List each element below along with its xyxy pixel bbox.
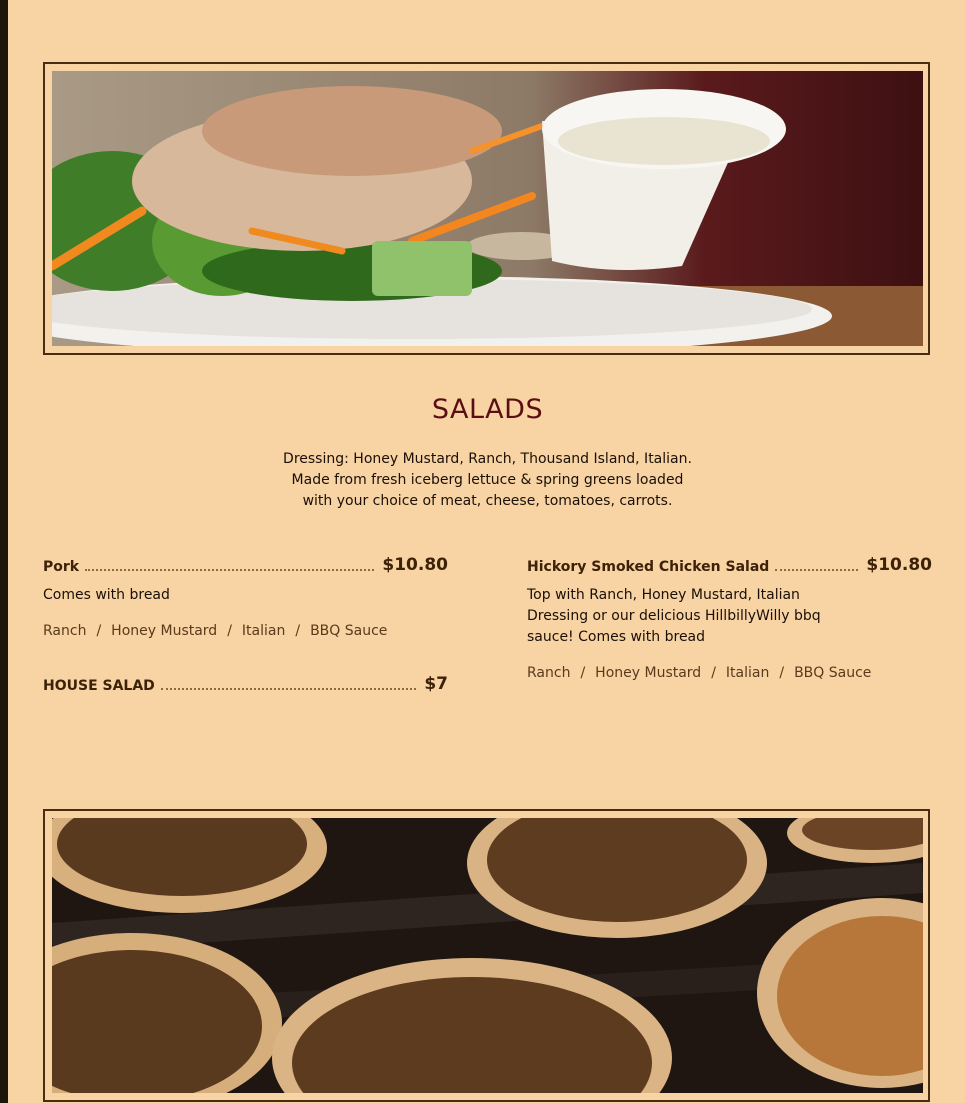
pie-photo — [52, 818, 923, 1093]
section-intro — [200, 449, 775, 512]
menu-item-hickory-chicken-salad — [527, 555, 932, 681]
intro-line: Dressing: Honey Mustard, Ranch, Thousand Island, Italian. — [283, 451, 692, 467]
description-line: sauce! Comes with bread — [527, 629, 706, 645]
section-title: SALADS — [431, 394, 544, 425]
salad-photo — [52, 71, 923, 346]
dressing-options — [527, 665, 932, 681]
item-description: Comes with bread — [43, 587, 170, 603]
pie-photo-frame — [43, 809, 930, 1102]
option-honey-mustard: Honey Mustard — [595, 665, 702, 681]
option-separator: / — [580, 665, 586, 681]
left-rail — [0, 0, 8, 1103]
description-line: Top with Ranch, Honey Mustard, Italian — [527, 587, 800, 603]
item-name: Hickory Smoked Chicken Salad — [527, 559, 770, 575]
option-ranch: Ranch — [527, 665, 571, 681]
intro-line: with your choice of meat, cheese, tomatoes, carrots. — [302, 493, 673, 509]
dot-leader — [775, 569, 858, 571]
dressing-options — [43, 623, 448, 639]
option-italian: Italian — [241, 623, 286, 639]
intro-line: Made from fresh iceberg lettuce & spring greens loaded — [291, 472, 684, 488]
item-price: $10.80 — [866, 555, 932, 575]
menu-item-pork — [43, 555, 448, 639]
option-italian: Italian — [725, 665, 770, 681]
option-separator: / — [779, 665, 785, 681]
item-price: $10.80 — [382, 555, 448, 575]
option-separator: / — [227, 623, 232, 639]
option-honey-mustard: Honey Mustard — [111, 623, 218, 639]
dot-leader — [161, 688, 417, 690]
option-separator: / — [96, 623, 102, 639]
menu-item-house-salad — [43, 674, 448, 694]
option-separator: / — [295, 623, 301, 639]
item-name: HOUSE SALAD — [43, 678, 155, 694]
option-separator: / — [711, 665, 716, 681]
item-price: $7 — [424, 674, 448, 694]
item-name: Pork — [43, 559, 80, 575]
dot-leader — [85, 569, 374, 571]
description-line: Dressing or our delicious HillbillyWilly bbq — [527, 608, 821, 624]
salad-photo-frame — [43, 62, 930, 355]
option-ranch: Ranch — [43, 623, 87, 639]
item-description — [527, 585, 932, 648]
option-bbq-sauce: BBQ Sauce — [794, 665, 872, 681]
option-bbq-sauce: BBQ Sauce — [310, 623, 388, 639]
